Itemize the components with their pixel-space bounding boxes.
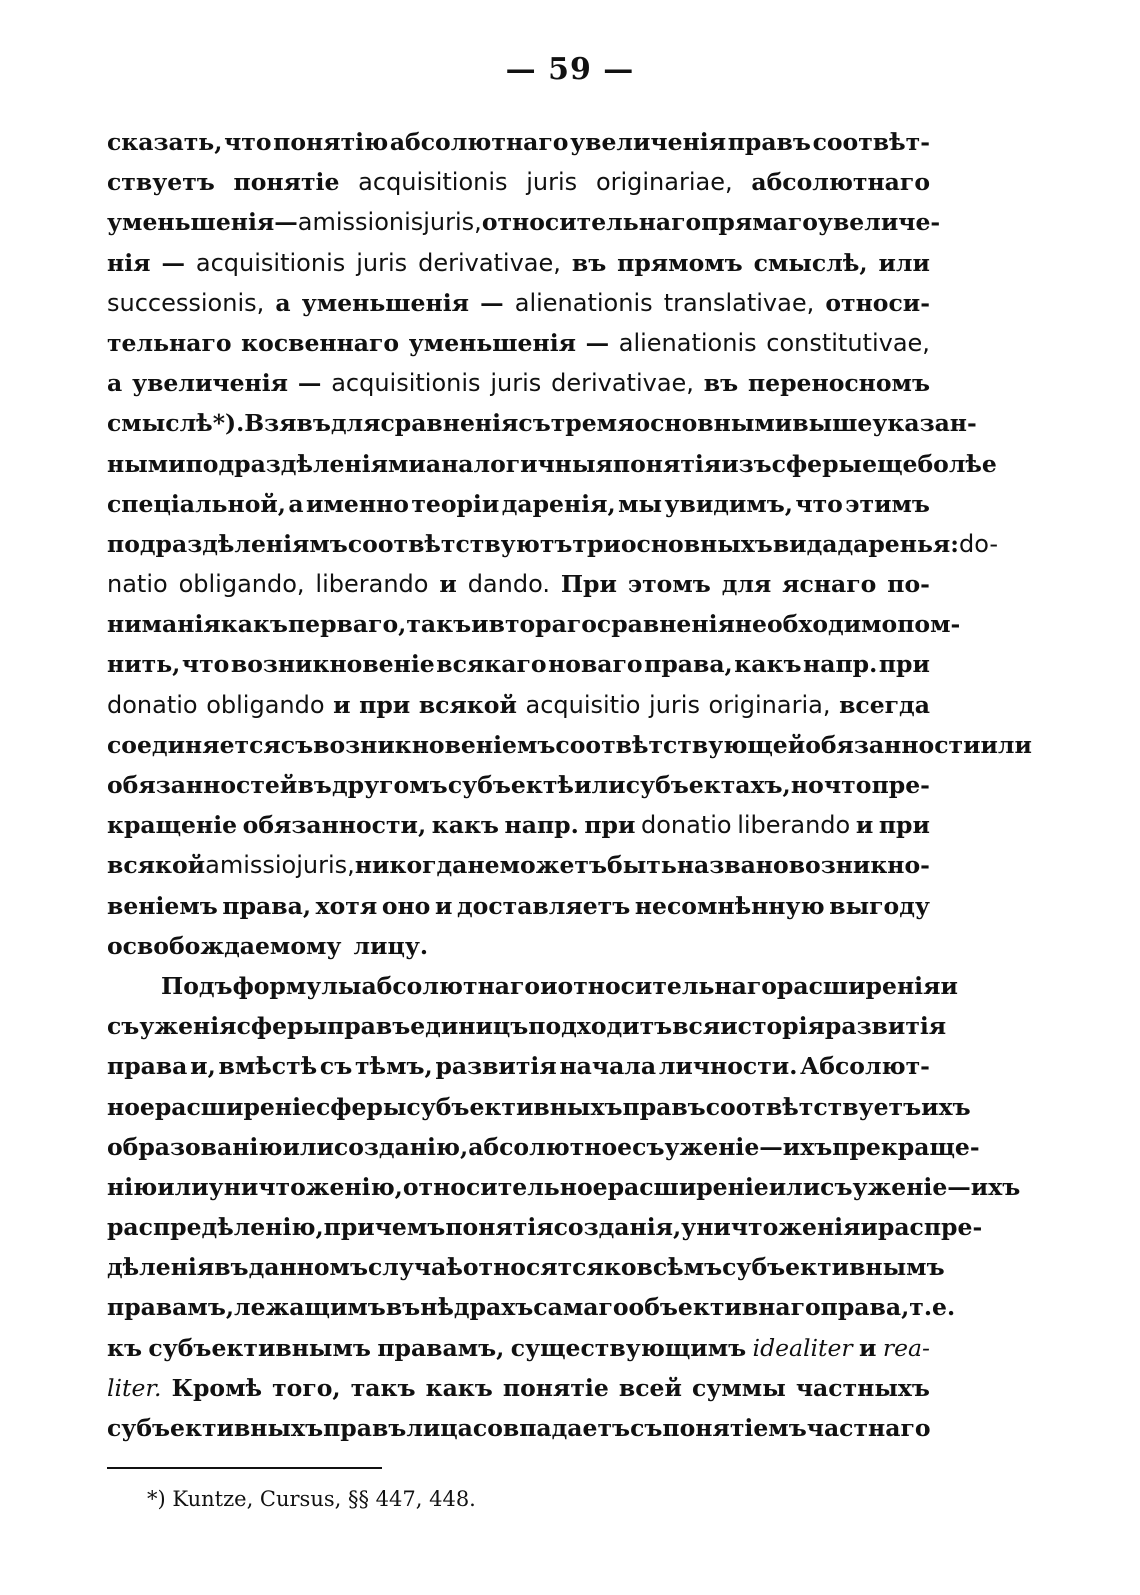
word: alienationis bbox=[514, 288, 653, 317]
text-line bbox=[107, 564, 930, 604]
word: данномъ bbox=[248, 1253, 368, 1282]
word: и bbox=[860, 1213, 878, 1242]
word: возникновеніе bbox=[230, 650, 435, 679]
text-line bbox=[107, 1408, 930, 1448]
text-line bbox=[107, 1368, 930, 1408]
word: нію bbox=[107, 1172, 158, 1201]
word: по- bbox=[887, 570, 930, 599]
text-line bbox=[107, 1328, 930, 1368]
text-line bbox=[107, 1006, 947, 1046]
word: — bbox=[585, 328, 610, 357]
word: доставляетъ bbox=[457, 891, 631, 920]
word: субъектѣ bbox=[447, 771, 574, 799]
word: соотвѣтствуютъ bbox=[347, 529, 573, 558]
word: абсолютнаго bbox=[361, 971, 541, 1000]
word: субъективныхъ bbox=[107, 1414, 324, 1442]
word: именно bbox=[306, 489, 409, 518]
word: субъективныхъ bbox=[406, 1092, 623, 1121]
word: obligando bbox=[206, 690, 325, 719]
word: соотвѣтствующей bbox=[555, 730, 806, 759]
word: ствуетъ bbox=[107, 168, 215, 197]
word: derivativae, bbox=[418, 248, 561, 277]
word: соотвѣтствуетъ bbox=[705, 1092, 922, 1121]
word: права, bbox=[820, 1293, 910, 1322]
word: случаѣ bbox=[367, 1253, 463, 1282]
word: втораго bbox=[488, 610, 597, 639]
word: всей bbox=[618, 1373, 682, 1402]
footnote-divider bbox=[107, 1467, 382, 1469]
word: при bbox=[878, 650, 930, 679]
text-line bbox=[107, 524, 998, 564]
word: смыслѣ bbox=[107, 409, 213, 438]
page-number: — 59 — bbox=[505, 52, 635, 87]
word: тремя bbox=[550, 409, 635, 438]
text-line bbox=[107, 845, 930, 885]
word: — bbox=[759, 1132, 783, 1161]
word: съуженіе—ихъ bbox=[820, 1172, 1021, 1201]
word: уничтоженію, bbox=[208, 1172, 403, 1201]
word: а bbox=[288, 489, 304, 518]
word: при bbox=[359, 690, 411, 719]
word: но bbox=[790, 771, 824, 799]
word: абсолютнаго bbox=[751, 168, 930, 197]
word: никогда bbox=[354, 851, 468, 880]
word: правъ bbox=[327, 1012, 411, 1041]
word: лица bbox=[406, 1414, 473, 1442]
word: и bbox=[859, 1333, 877, 1362]
text-line bbox=[107, 1046, 930, 1086]
word: уменьшенія bbox=[107, 208, 275, 237]
text-line bbox=[107, 1207, 983, 1247]
word: liter. bbox=[107, 1373, 162, 1402]
text-line bbox=[107, 765, 930, 805]
text-line bbox=[107, 162, 930, 202]
text-line bbox=[107, 243, 930, 283]
word: этимъ bbox=[845, 489, 930, 518]
word: rea- bbox=[882, 1333, 930, 1362]
text-line bbox=[107, 484, 930, 524]
word: тѣмъ, bbox=[355, 1052, 433, 1081]
word: распредѣленію, bbox=[107, 1213, 324, 1242]
word: нить, bbox=[107, 650, 181, 679]
word: основныхъ bbox=[620, 529, 773, 558]
word: прекраще- bbox=[832, 1132, 980, 1161]
word: obligando, bbox=[178, 570, 305, 599]
word: относи- bbox=[825, 288, 930, 317]
word: какъ bbox=[425, 1373, 493, 1402]
word: субъективнымъ bbox=[148, 1333, 371, 1362]
word: что bbox=[181, 650, 230, 679]
word: — bbox=[480, 288, 504, 317]
word: спеціальной, bbox=[107, 489, 286, 518]
word: constitutivae, bbox=[766, 328, 930, 357]
text-line bbox=[107, 1127, 980, 1167]
word: правъ bbox=[323, 1414, 407, 1442]
word: juris bbox=[356, 248, 408, 277]
word: donatio bbox=[641, 811, 732, 840]
word: и bbox=[540, 971, 558, 1000]
word: что bbox=[224, 128, 272, 156]
word: или bbox=[282, 1132, 334, 1161]
word: *). bbox=[212, 409, 245, 438]
text-line bbox=[107, 202, 941, 242]
word: Подъ bbox=[161, 971, 233, 1000]
word: образованію bbox=[107, 1132, 283, 1161]
word: субъективнымъ bbox=[722, 1253, 945, 1282]
word: относятся bbox=[462, 1253, 604, 1282]
word: при bbox=[878, 811, 930, 840]
word: возникновеніемъ bbox=[313, 730, 556, 759]
word: — bbox=[297, 369, 322, 398]
word: amissio bbox=[205, 851, 297, 880]
word: какъ bbox=[734, 650, 802, 679]
word: ниманія bbox=[107, 610, 221, 639]
word: понятію bbox=[273, 128, 389, 156]
word: сказать, bbox=[107, 128, 223, 156]
word: хотя bbox=[315, 891, 378, 920]
word: понятія bbox=[612, 449, 722, 478]
word: яснаго bbox=[782, 570, 877, 599]
word: natio bbox=[107, 570, 168, 599]
word: созданія, bbox=[553, 1213, 682, 1242]
word: правъ bbox=[622, 1092, 706, 1121]
word: понятіе bbox=[502, 1373, 609, 1402]
word: и, bbox=[190, 1052, 216, 1081]
word: Абсолют- bbox=[800, 1052, 930, 1081]
word: кращеніе bbox=[107, 811, 238, 840]
word: acquisitio bbox=[525, 690, 641, 719]
word: частныхъ bbox=[795, 1373, 930, 1402]
word: и bbox=[333, 690, 351, 719]
word: даренія, bbox=[501, 489, 616, 518]
word: понятія bbox=[445, 1213, 554, 1242]
text-line bbox=[107, 363, 930, 403]
word: увеличенія bbox=[570, 128, 727, 156]
word: е. bbox=[932, 1293, 956, 1322]
word: и bbox=[855, 811, 874, 840]
word: увеличенія bbox=[132, 369, 289, 398]
word: — bbox=[161, 248, 185, 277]
word: быть bbox=[607, 851, 677, 880]
word: личности. bbox=[658, 1052, 798, 1081]
word: liberando bbox=[737, 811, 851, 840]
word: напр. bbox=[803, 650, 878, 679]
word: причемъ bbox=[323, 1213, 446, 1242]
word: съ bbox=[280, 730, 314, 759]
text-line bbox=[107, 685, 930, 725]
word: juris bbox=[649, 690, 700, 719]
word: косвеннаго bbox=[241, 328, 400, 357]
word: частнаго bbox=[806, 1414, 931, 1442]
word: или bbox=[768, 1172, 821, 1201]
word: съуженіе bbox=[632, 1132, 760, 1161]
word: нія bbox=[107, 248, 151, 277]
word: три bbox=[572, 529, 621, 558]
word: этомъ bbox=[627, 570, 711, 599]
word: исторія bbox=[720, 1012, 825, 1041]
word: do- bbox=[958, 529, 998, 558]
word: для bbox=[330, 409, 381, 438]
word: понятіе bbox=[233, 168, 340, 197]
paragraph bbox=[107, 966, 1021, 1448]
word: напр. bbox=[504, 811, 579, 840]
word: абсолютнаго bbox=[389, 128, 569, 156]
text-line bbox=[107, 283, 930, 323]
word: новаго bbox=[548, 650, 643, 679]
word: сферы bbox=[315, 1092, 407, 1121]
word: въ bbox=[385, 1293, 421, 1322]
word: вмѣстѣ bbox=[218, 1052, 318, 1081]
word: съ bbox=[319, 1052, 353, 1081]
text-line bbox=[107, 1247, 945, 1287]
word: juris bbox=[526, 168, 578, 197]
word: или bbox=[980, 730, 1032, 759]
word: ихъ bbox=[782, 1132, 833, 1161]
word: и bbox=[471, 610, 489, 639]
word: вся bbox=[672, 1012, 721, 1041]
word: понятіемъ bbox=[662, 1414, 807, 1442]
text-line bbox=[107, 886, 930, 926]
word: въ bbox=[703, 369, 739, 398]
word: въ bbox=[571, 248, 607, 277]
word: расширеніе bbox=[154, 1092, 316, 1121]
word: мы bbox=[618, 489, 663, 518]
word: всякаго bbox=[436, 650, 547, 679]
word: названо bbox=[676, 851, 789, 880]
word: При bbox=[560, 570, 617, 599]
word: или bbox=[157, 1172, 209, 1201]
word: всякой bbox=[107, 851, 206, 880]
word: translativae, bbox=[663, 288, 815, 317]
word: ко bbox=[603, 1253, 637, 1282]
word: и bbox=[439, 570, 457, 599]
word: ихъ bbox=[921, 1092, 971, 1121]
word: переносномъ bbox=[747, 369, 930, 398]
word: подраздѣленіями bbox=[185, 449, 426, 478]
word: правамъ, bbox=[107, 1293, 235, 1322]
word: или bbox=[878, 248, 930, 277]
word: самаго bbox=[533, 1293, 629, 1322]
word: amissionis bbox=[297, 208, 424, 237]
word: права bbox=[107, 1052, 188, 1081]
word: уменьшенія bbox=[301, 288, 469, 317]
word: увидимъ, bbox=[664, 489, 793, 518]
word: для bbox=[721, 570, 772, 599]
word: такъ bbox=[350, 1373, 416, 1402]
text-line bbox=[107, 966, 958, 1006]
word: всякой bbox=[418, 690, 517, 719]
word: idealiter bbox=[752, 1333, 853, 1362]
word: дѣленія bbox=[107, 1253, 215, 1282]
word: перваго, bbox=[287, 610, 407, 639]
word: субъектахъ, bbox=[625, 771, 791, 799]
word: созданію, bbox=[333, 1132, 469, 1161]
word: всѣмъ bbox=[636, 1253, 723, 1282]
word: Кромѣ bbox=[171, 1373, 263, 1402]
word: Взявъ bbox=[244, 409, 331, 438]
word: несомнѣнную bbox=[634, 891, 825, 920]
word: лежащимъ bbox=[234, 1293, 386, 1322]
word: обязанностей bbox=[107, 771, 298, 799]
word: правамъ, bbox=[377, 1333, 505, 1362]
word: оно bbox=[381, 891, 431, 920]
word: еще bbox=[862, 449, 918, 478]
word: съ bbox=[518, 409, 551, 438]
word: единицъ bbox=[410, 1012, 529, 1041]
word: что bbox=[795, 489, 843, 518]
word: правъ bbox=[727, 128, 811, 156]
word: не bbox=[467, 851, 500, 880]
word: права, bbox=[644, 650, 733, 679]
word: сравненія bbox=[380, 409, 519, 438]
word: какъ bbox=[431, 811, 499, 840]
text-line bbox=[107, 1087, 971, 1127]
word: развитія bbox=[435, 1052, 557, 1081]
word: освобождаемому bbox=[107, 931, 342, 960]
word: возникно- bbox=[788, 851, 930, 880]
word: acquisitionis bbox=[358, 168, 508, 197]
word: объективнаго bbox=[628, 1293, 821, 1322]
word: къ bbox=[107, 1333, 142, 1362]
word: аналогичныя bbox=[425, 449, 613, 478]
word: и bbox=[434, 891, 453, 920]
word: можетъ bbox=[499, 851, 607, 880]
word: прямаго bbox=[701, 208, 818, 237]
word: смыслѣ, bbox=[753, 248, 868, 277]
word: начала bbox=[559, 1052, 657, 1081]
word: необходимо bbox=[734, 610, 898, 639]
word: alienationis bbox=[618, 328, 757, 357]
word: т. bbox=[909, 1293, 933, 1322]
word: donatio bbox=[107, 690, 198, 719]
word: уничтоженія bbox=[681, 1213, 861, 1242]
text-line bbox=[107, 444, 997, 484]
word: сферы bbox=[771, 449, 863, 478]
word: даренья: bbox=[837, 529, 959, 558]
word: сравненія bbox=[596, 610, 735, 639]
word: сферы bbox=[236, 1012, 328, 1041]
word: уменьшенія bbox=[408, 328, 576, 357]
word: пом- bbox=[897, 610, 961, 639]
text-line bbox=[107, 725, 1032, 765]
word: того, bbox=[272, 1373, 341, 1402]
word: расширеніе bbox=[607, 1172, 769, 1201]
text-line bbox=[107, 644, 930, 684]
text-line bbox=[107, 805, 930, 845]
word: подраздѣленіямъ bbox=[107, 529, 348, 558]
word: относительное bbox=[402, 1172, 608, 1201]
word: относительнаго bbox=[557, 971, 777, 1000]
word: распре- bbox=[877, 1213, 983, 1242]
word: обязанности bbox=[805, 730, 981, 759]
word: acquisitionis bbox=[331, 369, 481, 398]
word: а bbox=[107, 369, 123, 398]
word: — bbox=[274, 208, 298, 237]
word: juris, bbox=[296, 851, 355, 880]
word: вышеуказан- bbox=[792, 409, 977, 438]
word: а bbox=[275, 288, 291, 317]
word: всегда bbox=[839, 690, 930, 719]
word: въ bbox=[214, 1253, 249, 1282]
text-line bbox=[107, 926, 930, 966]
word: ное bbox=[107, 1092, 155, 1121]
text-line bbox=[107, 604, 961, 644]
word: originaria, bbox=[708, 690, 831, 719]
word: абсолютное bbox=[468, 1132, 633, 1161]
word: такъ bbox=[406, 610, 472, 639]
word: при bbox=[584, 811, 636, 840]
word: увеличе- bbox=[817, 208, 941, 237]
word: dando. bbox=[467, 570, 550, 599]
word: суммы bbox=[692, 1373, 786, 1402]
word: относительнаго bbox=[481, 208, 702, 237]
word: acquisitionis bbox=[195, 248, 346, 277]
word: существующимъ bbox=[510, 1333, 747, 1362]
word: теоріи bbox=[411, 489, 500, 518]
word: съуженія bbox=[107, 1012, 237, 1041]
word: другомъ bbox=[332, 771, 448, 799]
word: ными bbox=[107, 449, 186, 478]
word: изъ bbox=[721, 449, 772, 478]
text-line bbox=[107, 1287, 956, 1327]
word: болѣе bbox=[917, 449, 997, 478]
word: тельнаго bbox=[107, 328, 232, 357]
word: и bbox=[940, 971, 958, 1000]
word: что bbox=[823, 771, 872, 799]
word: derivativae, bbox=[551, 369, 694, 398]
footnote: *) Kuntze, Cursus, §§ 447, 448. bbox=[147, 1487, 476, 1511]
word: съ bbox=[630, 1414, 663, 1442]
text-line bbox=[107, 1167, 1021, 1207]
word: формулы bbox=[232, 971, 362, 1000]
word: или bbox=[574, 771, 626, 799]
word: juris bbox=[490, 369, 542, 398]
word: прямомъ bbox=[617, 248, 743, 277]
word: какъ bbox=[220, 610, 288, 639]
word: соединяется bbox=[107, 730, 281, 759]
word: права, bbox=[222, 891, 312, 920]
word: лицу. bbox=[353, 931, 429, 960]
word: originariae, bbox=[595, 168, 733, 197]
word: обязанности, bbox=[242, 811, 427, 840]
word: вида bbox=[772, 529, 838, 558]
text-line bbox=[107, 323, 930, 363]
text-line bbox=[107, 122, 930, 162]
word: successionis, bbox=[107, 288, 265, 317]
word: веніемъ bbox=[107, 891, 218, 920]
word: juris, bbox=[423, 208, 482, 237]
word: совпадаетъ bbox=[472, 1414, 631, 1442]
body-text bbox=[107, 122, 1032, 1448]
word: пре- bbox=[871, 771, 930, 799]
word: основными bbox=[634, 409, 793, 438]
word: liberando bbox=[315, 570, 429, 599]
paragraph bbox=[107, 122, 1032, 966]
word: соотвѣт- bbox=[812, 128, 930, 156]
word: выгоду bbox=[829, 891, 930, 920]
word: подходитъ bbox=[528, 1012, 673, 1041]
word: нѣдрахъ bbox=[420, 1293, 534, 1322]
word: въ bbox=[297, 771, 332, 799]
word: расширенія bbox=[776, 971, 941, 1000]
text-line bbox=[107, 403, 977, 443]
word: развитія bbox=[824, 1012, 947, 1041]
